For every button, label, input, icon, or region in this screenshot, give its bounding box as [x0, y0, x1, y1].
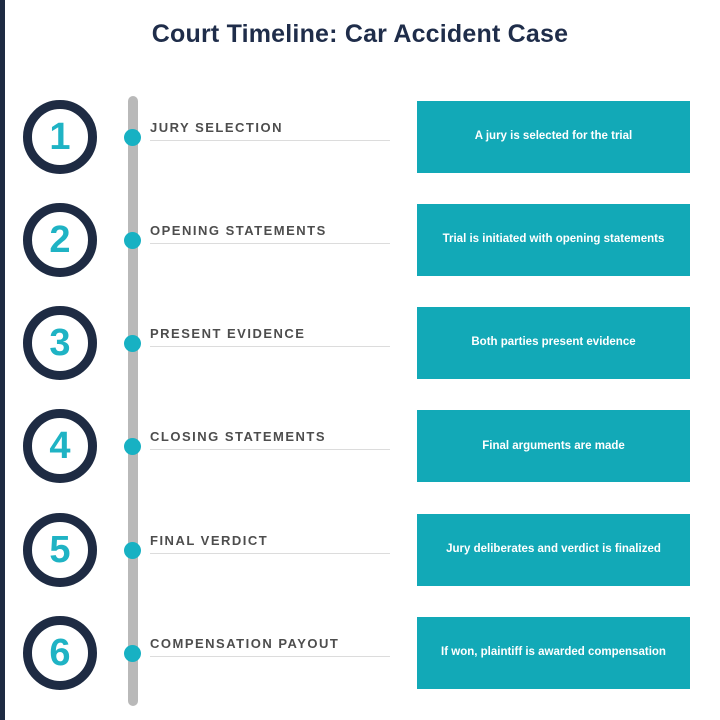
- timeline-dot-icon: [124, 335, 141, 352]
- step-label: FINAL VERDICT: [150, 532, 269, 548]
- step-number: 5: [49, 528, 71, 571]
- step-number-circle: [23, 409, 97, 483]
- step-label-rule: [150, 428, 390, 450]
- step-label: PRESENT EVIDENCE: [150, 326, 306, 342]
- step-description: Trial is initiated with opening statements: [442, 233, 665, 246]
- timeline-dot-icon: [124, 129, 141, 146]
- step-number: 3: [49, 322, 71, 365]
- step-description-box: [417, 514, 690, 586]
- step-number-circle: [23, 203, 97, 277]
- step-label-rule: [150, 532, 390, 554]
- step-description-box: [417, 617, 690, 689]
- step-description-box: [417, 410, 690, 482]
- step-label-rule: [150, 635, 390, 657]
- step-label-rule: [150, 222, 390, 244]
- step-number-circle: [23, 306, 97, 380]
- timeline-step: [0, 499, 720, 602]
- step-label: JURY SELECTION: [150, 119, 283, 135]
- step-description-box: [417, 101, 690, 173]
- step-label-rule: [150, 119, 390, 141]
- step-label-rule: [150, 325, 390, 347]
- step-number: 2: [49, 218, 71, 261]
- timeline-dot-icon: [124, 542, 141, 559]
- timeline-step: [0, 292, 720, 395]
- step-description-box: [417, 307, 690, 379]
- timeline-step: [0, 189, 720, 292]
- step-number-circle: [23, 616, 97, 690]
- step-description: A jury is selected for the trial: [474, 129, 633, 142]
- step-number: 6: [49, 632, 71, 674]
- step-number-circle: [23, 513, 97, 587]
- step-number: 4: [49, 425, 71, 468]
- step-label: OPENING STATEMENTS: [150, 222, 327, 238]
- step-description: Both parties present evidence: [471, 336, 636, 349]
- page-title: Court Timeline: Car Accident Case: [151, 20, 569, 48]
- timeline-dot-icon: [124, 645, 141, 662]
- timeline-dot-icon: [124, 232, 141, 249]
- timeline-step: [0, 602, 720, 705]
- step-description: Final arguments are made: [482, 439, 625, 452]
- step-number-circle: [23, 100, 97, 174]
- step-number: 1: [49, 115, 71, 158]
- timeline-dot-icon: [124, 438, 141, 455]
- timeline-step: [0, 395, 720, 498]
- step-label: CLOSING STATEMENTS: [150, 429, 327, 445]
- timeline-step: [0, 86, 720, 189]
- step-description-box: [417, 204, 690, 276]
- step-description: Jury deliberates and verdict is finalized: [446, 542, 661, 555]
- step-description: If won, plaintiff is awarded compensation: [441, 646, 666, 659]
- step-label: COMPENSATION PAYOUT: [150, 636, 340, 651]
